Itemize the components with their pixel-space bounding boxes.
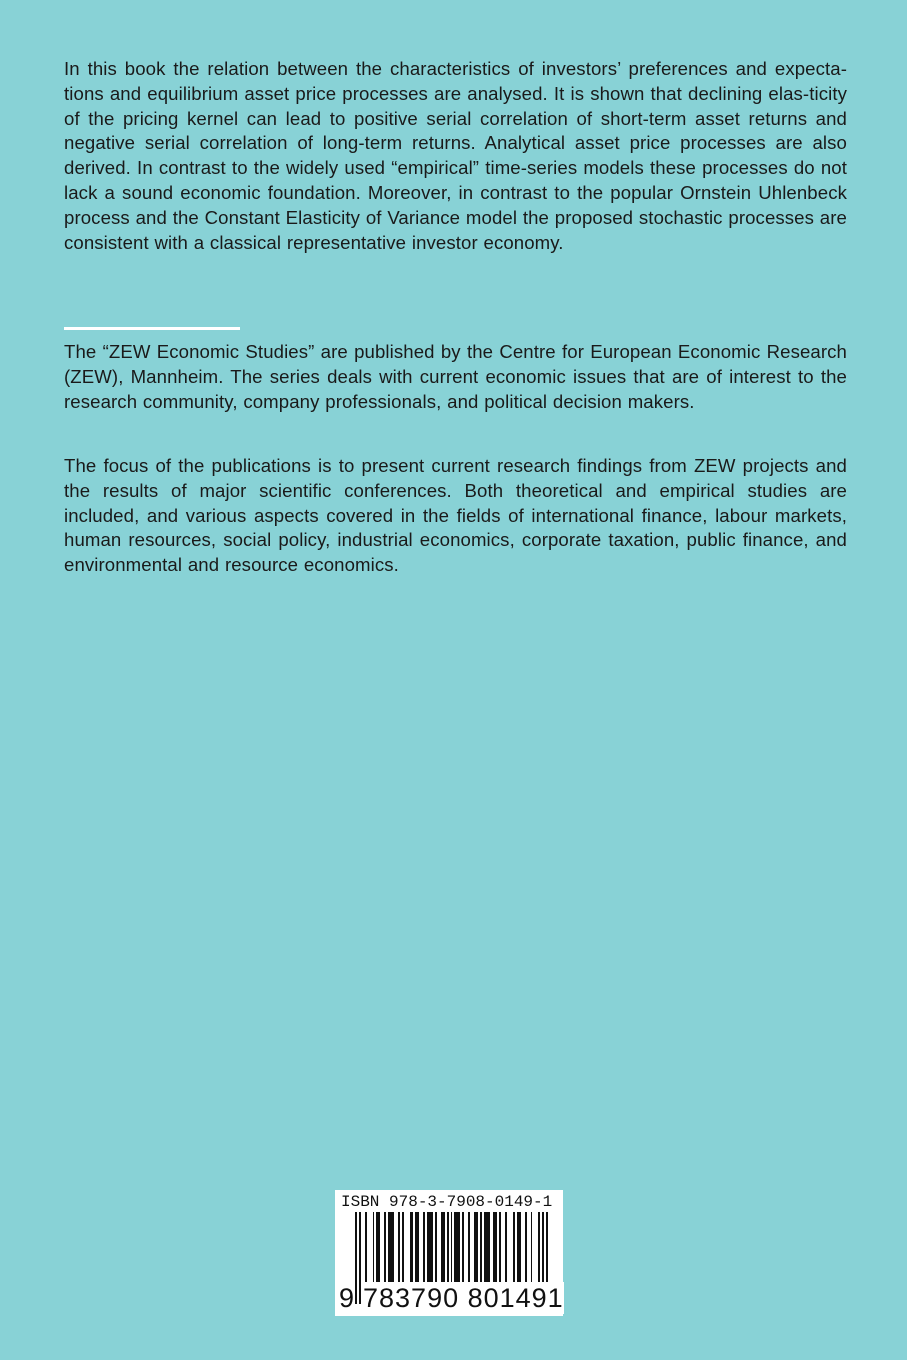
barcode-bar [513,1212,515,1288]
ean-first-digit: 9 [339,1283,355,1313]
barcode-bar [410,1212,414,1288]
barcode-bar [462,1212,464,1288]
ean-number [339,1282,564,1314]
barcode-bar [505,1212,507,1288]
barcode-bar [454,1212,460,1288]
barcode-bar [538,1212,540,1288]
barcode-bar [474,1212,478,1288]
barcode-bar [441,1212,445,1288]
barcode-bar [493,1212,497,1288]
barcode-bar [447,1212,449,1288]
summary-paragraph: In this book the relation between the characteristics of investors’ preferences and expecta-tions and equilibrium asset price processes are analysed. It is shown that declining elas-ticity of the pricing kernel can lead to positive serial correlation of short-term asset returns and negative serial correlation of long-term returns. Analytical asset price processes are also derived. In contrast to the widely used “empirical” time-series models these processes do not lack a sound economic foundation. Moreover, in contrast to the popular Ornstein Uhlenbeck process and the Constant Elasticity of Variance model the proposed stochastic processes are consistent with a classical representative investor economy. [64,58,847,253]
barcode-bar [531,1212,533,1288]
barcode-bar [402,1212,404,1288]
barcode-bar [435,1212,437,1288]
barcode-bar [484,1212,490,1288]
isbn-barcode [335,1190,563,1316]
barcode-bar [427,1212,433,1288]
barcode-bar [398,1212,400,1288]
barcode-bar [415,1212,419,1288]
barcode-bar [365,1212,367,1288]
barcode-bar [525,1212,527,1288]
barcode-bar [499,1212,501,1288]
barcode-bar [388,1212,394,1288]
section-divider [64,327,240,330]
series-intro-paragraph: The “ZEW Economic Studies” are published by the Centre for European Economic Research (ZEW), Mannheim. The series deals with current economic issues that are of interest to the research community, company professionals, and political decision makers. [64,341,847,412]
series-focus-paragraph: The focus of the publications is to present current research findings from ZEW projects and the results of major scientific conferences. Both theoretical and empirical studies are included, and various aspects covered in the fields of international finance, labour markets, human resources, social policy, industrial economics, corporate taxation, public finance, and environmental and resource economics. [64,455,847,576]
barcode-bar [517,1212,521,1288]
isbn-label: ISBN 978-3-7908-0149-1 [341,1193,553,1211]
barcode-bar [480,1212,482,1288]
barcode-bar [423,1212,425,1288]
barcode-bar [373,1212,375,1288]
ean-digits: 783790 801491 [363,1283,564,1313]
barcode-bar [451,1212,453,1288]
barcode-bar [376,1212,380,1288]
barcode-bar [384,1212,386,1288]
barcode-bar [468,1212,470,1288]
